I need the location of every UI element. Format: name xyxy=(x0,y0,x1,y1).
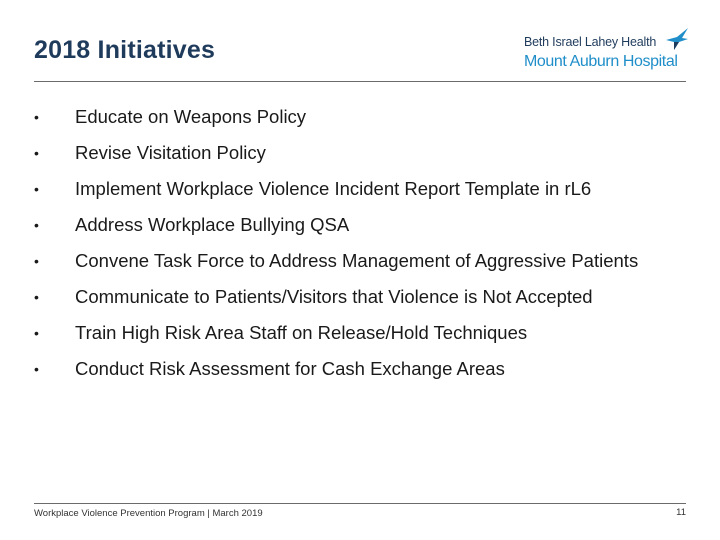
bullet-icon: • xyxy=(34,361,39,377)
bullet-icon: • xyxy=(34,325,39,341)
logo-line-hospital: Mount Auburn Hospital xyxy=(524,53,678,70)
header-divider xyxy=(34,81,686,82)
bullet-icon: • xyxy=(34,253,39,269)
bullet-icon: • xyxy=(34,289,39,305)
bullet-icon: • xyxy=(34,217,39,233)
list-item-text: Implement Workplace Violence Incident Report Template in rL6 xyxy=(75,178,592,199)
list-item-text: Conduct Risk Assessment for Cash Exchange Areas xyxy=(75,358,505,379)
bird-icon xyxy=(664,28,690,52)
page-title: 2018 Initiatives xyxy=(34,36,216,64)
bullet-icon: • xyxy=(34,181,39,197)
list-item-text: Train High Risk Area Staff on Release/Hold Techniques xyxy=(75,322,528,343)
list-item-text: Revise Visitation Policy xyxy=(75,142,266,163)
bullet-icon: • xyxy=(34,145,39,161)
hospital-logo xyxy=(524,28,692,76)
page-number: 11 xyxy=(676,507,686,518)
bullet-icon: • xyxy=(34,109,39,125)
list-item-text: Convene Task Force to Address Management of Aggressive Patients xyxy=(75,250,639,271)
footer-divider xyxy=(34,503,686,504)
list-item-text: Address Workplace Bullying QSA xyxy=(75,214,350,235)
list-item-text: Communicate to Patients/Visitors that Violence is Not Accepted xyxy=(75,286,593,307)
logo-line-parent-org: Beth Israel Lahey Health xyxy=(524,35,657,49)
footer-text: Workplace Violence Prevention Program | March 2019 xyxy=(34,508,263,519)
list-item-text: Educate on Weapons Policy xyxy=(75,106,307,127)
